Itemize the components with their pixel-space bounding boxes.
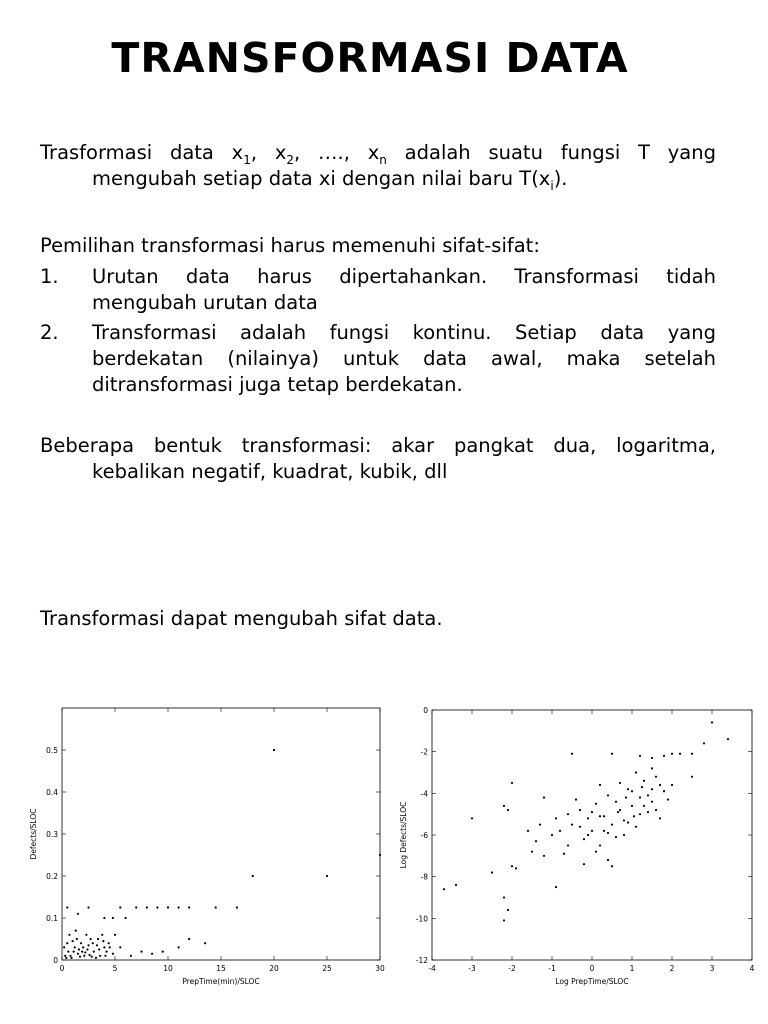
data-point	[82, 946, 84, 948]
data-point	[64, 955, 66, 957]
data-point	[531, 851, 533, 853]
x-tick-label: 0	[59, 964, 65, 973]
data-point	[68, 934, 70, 936]
transform-types-paragraph	[40, 433, 716, 485]
data-point	[92, 942, 94, 944]
data-point	[607, 794, 609, 796]
plot-frame	[432, 710, 752, 960]
data-point	[252, 875, 254, 877]
data-point	[88, 954, 90, 956]
data-point	[691, 753, 693, 755]
data-point	[579, 809, 581, 811]
data-point	[503, 919, 505, 921]
data-point	[527, 830, 529, 832]
data-point	[633, 815, 635, 817]
data-point	[511, 782, 513, 784]
data-point	[443, 888, 445, 890]
data-point	[114, 934, 116, 936]
y-tick-label: 0	[53, 956, 58, 965]
data-point	[104, 955, 106, 957]
data-point	[119, 946, 121, 948]
x-axis-label: Log PrepTime/SLOC	[555, 977, 629, 986]
data-point	[543, 796, 545, 798]
data-point	[611, 753, 613, 755]
data-point	[511, 865, 513, 867]
data-point	[567, 813, 569, 815]
data-point	[78, 948, 80, 950]
data-point	[112, 917, 114, 919]
data-point	[583, 838, 585, 840]
data-point	[178, 946, 180, 948]
list-text: berdekatan (nilainya) untuk data awal, maka setelah	[92, 347, 716, 370]
data-point	[103, 917, 105, 919]
data-point	[97, 938, 99, 940]
x-tick-label: 30	[375, 964, 385, 973]
data-point	[103, 946, 105, 948]
y-tick-label: 0.5	[46, 746, 58, 755]
scatter-chart-raw	[20, 700, 390, 1000]
data-point	[611, 823, 613, 825]
y-axis-label: Log Defects/SLOC	[399, 801, 408, 869]
data-point	[641, 786, 643, 788]
data-point	[188, 906, 190, 908]
data-point	[575, 798, 577, 800]
data-point	[619, 782, 621, 784]
data-point	[151, 953, 153, 955]
data-point	[603, 815, 605, 817]
data-point	[651, 788, 653, 790]
data-point	[607, 832, 609, 834]
list-number: 2.	[40, 321, 59, 344]
data-point	[379, 854, 381, 856]
data-point	[503, 805, 505, 807]
data-point	[81, 951, 83, 953]
data-point	[66, 942, 68, 944]
data-point	[555, 817, 557, 819]
data-point	[625, 796, 627, 798]
data-point	[76, 938, 78, 940]
data-point	[146, 906, 148, 908]
list-text: Transformasi adalah fungsi kontinu. Setiap data yang	[92, 321, 716, 344]
x-tick-label: 10	[163, 964, 173, 973]
data-point	[663, 790, 665, 792]
data-point	[571, 753, 573, 755]
data-point	[623, 819, 625, 821]
data-point	[93, 951, 95, 953]
data-point	[663, 755, 665, 757]
data-point	[162, 951, 164, 953]
data-point	[77, 953, 79, 955]
data-point	[69, 955, 71, 957]
data-point	[515, 867, 517, 869]
data-point	[75, 930, 77, 932]
data-point	[571, 823, 573, 825]
data-point	[63, 946, 65, 948]
data-point	[711, 721, 713, 723]
list-text: mengubah urutan data	[92, 291, 318, 314]
y-axis-label: Defects/SLOC	[29, 808, 38, 860]
data-point	[70, 957, 72, 959]
data-point	[651, 757, 653, 759]
data-point	[535, 840, 537, 842]
page-title: TRANSFORMASI DATA	[111, 34, 629, 82]
data-point	[95, 957, 97, 959]
data-point	[587, 834, 589, 836]
data-point	[105, 951, 107, 953]
data-point	[627, 788, 629, 790]
y-tick-label: 0.3	[46, 830, 58, 839]
transform-types-line-2: kebalikan negatif, kuadrat, kubik, dll	[92, 460, 448, 483]
x-tick-label: 3	[709, 964, 715, 973]
y-tick-label: -4	[420, 789, 428, 799]
data-point	[98, 948, 100, 950]
data-point	[727, 738, 729, 740]
data-point	[679, 753, 681, 755]
data-point	[579, 826, 581, 828]
data-point	[215, 906, 217, 908]
data-point	[204, 942, 206, 944]
data-point	[667, 798, 669, 800]
data-point	[603, 830, 605, 832]
x-tick-label: -3	[468, 964, 476, 973]
data-point	[471, 817, 473, 819]
transform-types-line-1: Beberapa bentuk transformasi: akar pangkat dua, logaritma,	[40, 434, 716, 457]
data-point	[91, 956, 93, 958]
data-point	[65, 957, 67, 959]
x-axis-label: PrepTime(min)/SLOC	[182, 977, 260, 986]
data-point	[587, 817, 589, 819]
y-tick-label: 0	[423, 706, 428, 715]
scatter-chart-log	[396, 700, 768, 1000]
data-point	[74, 946, 76, 948]
data-point	[80, 942, 82, 944]
x-tick-label: 20	[269, 964, 279, 973]
data-point	[655, 776, 657, 778]
data-point	[72, 940, 74, 942]
x-tick-label: -4	[428, 964, 436, 973]
data-point	[651, 801, 653, 803]
data-point	[659, 817, 661, 819]
data-point	[631, 805, 633, 807]
data-point	[555, 886, 557, 888]
data-point	[108, 942, 110, 944]
data-point	[671, 784, 673, 786]
data-point	[119, 906, 121, 908]
list-number: 1.	[40, 265, 59, 288]
data-point	[188, 938, 190, 940]
data-point	[599, 784, 601, 786]
x-tick-label: 4	[749, 964, 755, 973]
data-point	[109, 946, 111, 948]
data-point	[591, 811, 593, 813]
data-point	[178, 906, 180, 908]
data-point	[691, 776, 693, 778]
data-point	[591, 830, 593, 832]
list-text: ditransformasi juga tetap berdekatan.	[92, 373, 463, 396]
list-item	[40, 264, 716, 316]
data-point	[655, 809, 657, 811]
data-point	[66, 906, 68, 908]
data-point	[156, 906, 158, 908]
data-point	[583, 863, 585, 865]
data-point	[639, 796, 641, 798]
data-point	[543, 855, 545, 857]
definition-line-2: mengubah setiap data xi dengan nilai baru $T(x_i)$.	[92, 167, 568, 193]
data-point	[599, 815, 601, 817]
data-point	[101, 934, 103, 936]
data-point	[647, 811, 649, 813]
data-point	[167, 906, 169, 908]
data-point	[607, 859, 609, 861]
data-point	[67, 951, 69, 953]
data-point	[102, 940, 104, 942]
definition-line-1: Trasformasi data $x_1$, $x_2$, …., $x_n$ adalah suatu fungsi T yang	[40, 141, 716, 167]
y-tick-label: -2	[420, 747, 428, 757]
data-point	[703, 742, 705, 744]
data-point	[643, 780, 645, 782]
data-point	[599, 844, 601, 846]
data-point	[639, 755, 641, 757]
data-point	[595, 803, 597, 805]
data-point	[85, 934, 87, 936]
requirements-intro: Pemilihan transformasi harus memenuhi sifat-sifat:	[40, 234, 540, 257]
data-point	[83, 955, 85, 957]
data-point	[611, 865, 613, 867]
data-point	[595, 851, 597, 853]
data-point	[507, 909, 509, 911]
data-point	[539, 823, 541, 825]
y-tick-label: -8	[420, 872, 428, 882]
data-point	[551, 834, 553, 836]
data-point	[623, 834, 625, 836]
data-point	[491, 871, 493, 873]
list-item	[40, 320, 716, 398]
y-tick-label: 0.4	[46, 788, 58, 797]
data-point	[90, 938, 92, 940]
x-tick-label: 15	[216, 964, 226, 973]
data-point	[563, 853, 565, 855]
data-point	[140, 951, 142, 953]
plot-frame	[62, 708, 380, 960]
data-point	[236, 906, 238, 908]
data-point	[631, 790, 633, 792]
data-point	[635, 826, 637, 828]
y-tick-label: 0.1	[46, 914, 58, 923]
data-point	[125, 917, 127, 919]
y-tick-label: 0.2	[46, 872, 58, 881]
data-point	[130, 955, 132, 957]
data-point	[99, 955, 101, 957]
x-tick-label: -2	[508, 964, 516, 973]
y-tick-label: -12	[415, 956, 428, 965]
data-point	[507, 809, 509, 811]
y-tick-label: -10	[415, 914, 428, 924]
data-point	[615, 801, 617, 803]
y-tick-label: -6	[420, 831, 428, 840]
x-tick-label: -1	[548, 964, 556, 973]
data-point	[84, 951, 86, 953]
data-point	[639, 813, 641, 815]
x-tick-label: 25	[322, 964, 332, 973]
data-point	[635, 771, 637, 773]
data-point	[79, 956, 81, 958]
data-point	[503, 896, 505, 898]
data-point	[647, 794, 649, 796]
data-point	[73, 951, 75, 953]
data-point	[86, 948, 88, 950]
data-point	[671, 753, 673, 755]
data-point	[559, 830, 561, 832]
data-point	[627, 821, 629, 823]
data-point	[455, 884, 457, 886]
list-text: Urutan data harus dipertahankan. Transformasi tidah	[92, 265, 716, 288]
x-tick-label: 5	[112, 964, 118, 973]
data-point	[77, 913, 79, 915]
data-point	[135, 906, 137, 908]
data-point	[659, 784, 661, 786]
data-point	[619, 809, 621, 811]
data-point	[643, 805, 645, 807]
data-point	[651, 767, 653, 769]
x-tick-label: 2	[669, 964, 675, 973]
data-point	[617, 811, 619, 813]
data-point	[615, 836, 617, 838]
data-point	[87, 944, 89, 946]
data-point	[112, 953, 114, 955]
data-point	[567, 844, 569, 846]
data-point	[273, 749, 275, 751]
x-tick-label: 0	[589, 964, 595, 973]
x-tick-label: 1	[629, 964, 635, 973]
data-point	[87, 906, 89, 908]
closing-sentence: Transformasi dapat mengubah sifat data.	[40, 607, 443, 630]
data-point	[326, 875, 328, 877]
definition-paragraph	[40, 140, 716, 192]
data-point	[96, 944, 98, 946]
